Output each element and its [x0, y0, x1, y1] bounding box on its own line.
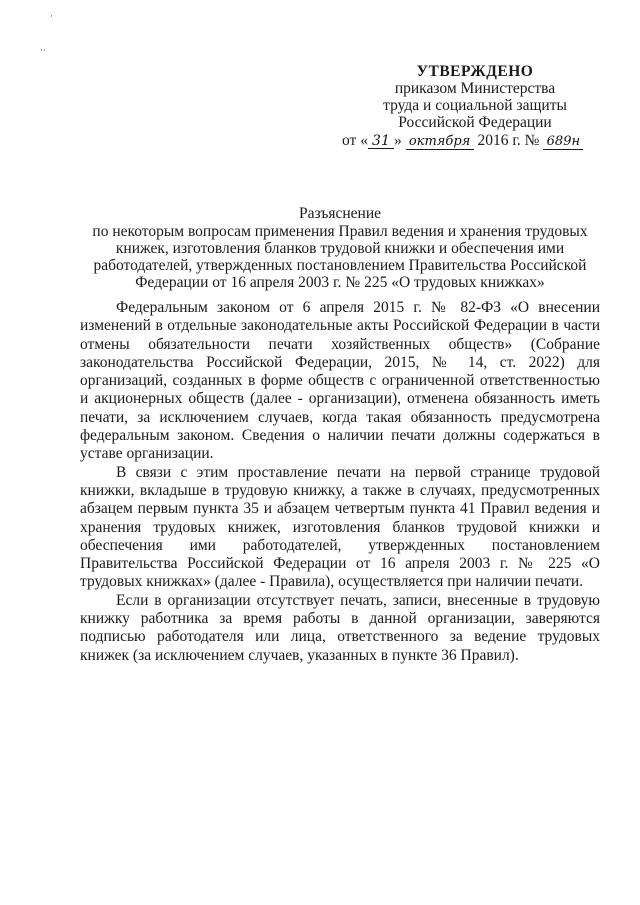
- date-mid: »: [393, 132, 402, 149]
- title-text: по некоторым вопросам применения Правил ведения и хранения трудовых книжек, изготовления бланков трудовой книжки и обеспечения ими работодателей, утвержденных постановлением Правительства Российской Федерации от 16 апреля 2003 г. № 225 «О трудовых книжках»: [92, 223, 588, 291]
- approval-line: приказом Министерства: [394, 80, 556, 97]
- handwritten-day: 31: [368, 134, 394, 149]
- handwritten-order-number: 689н: [543, 135, 583, 150]
- document-title: [80, 205, 600, 291]
- paragraph: В связи с этим проставление печати на первой странице трудовой книжки, вкладыше в трудовую книжку, а также в случаях, предусмотренных абзацем первым пункта 35 и абзацем четвертым пункта 41 Правил ведения и хранения трудовых книжек, изготовления бланков трудовой книжки и обеспечения ими работодателей, утвержденных постановлением Правительства Российской Федерации от 16 апреля 2003 г. № 225 «О трудовых книжках» (далее - Правила), осуществляется при наличии печати.: [80, 463, 600, 591]
- approval-heading: УТВЕРЖДЕНО: [416, 63, 534, 80]
- year-label: 2016 г. №: [477, 132, 540, 149]
- scan-artifact: ·: [50, 12, 53, 22]
- approval-line: Российской Федерации: [398, 114, 552, 131]
- paragraph: Если в организации отсутствует печать, записи, внесенные в трудовую книжку работника за время работы в данной организации, заверяются подписью работодателя или лица, ответственного за ведение трудовых книжек (за исключением случаев, указанных в пункте 36 Правил).: [80, 591, 600, 664]
- date-prefix: от «: [342, 132, 368, 149]
- scan-artifact: ··: [40, 46, 46, 56]
- approval-date-line: [330, 132, 620, 150]
- handwritten-month: октября: [406, 135, 474, 150]
- paragraph: Федеральным законом от 6 апреля 2015 г. № 82-ФЗ «О внесении изменений в отдельные законодательные акты Российской Федерации в части отмены обязательности печати хозяйственных обществ» (Собрание законодательства Российской Федерации, 2015, № 14, ст. 2022) для организаций, созданных в форме обществ с ограниченной ответственностью и акционерных обществ (далее - организации), отменена обязанность иметь печати, за исключением случаев, когда такая обязанность предусмотрена федеральным законом. Сведения о наличии печати должны содержаться в уставе организации.: [80, 299, 600, 463]
- document-body: [80, 299, 600, 665]
- approval-stamp: [330, 63, 620, 150]
- approval-line: труда и социальной защиты: [383, 97, 567, 114]
- title-lead: Разъяснение: [298, 205, 382, 222]
